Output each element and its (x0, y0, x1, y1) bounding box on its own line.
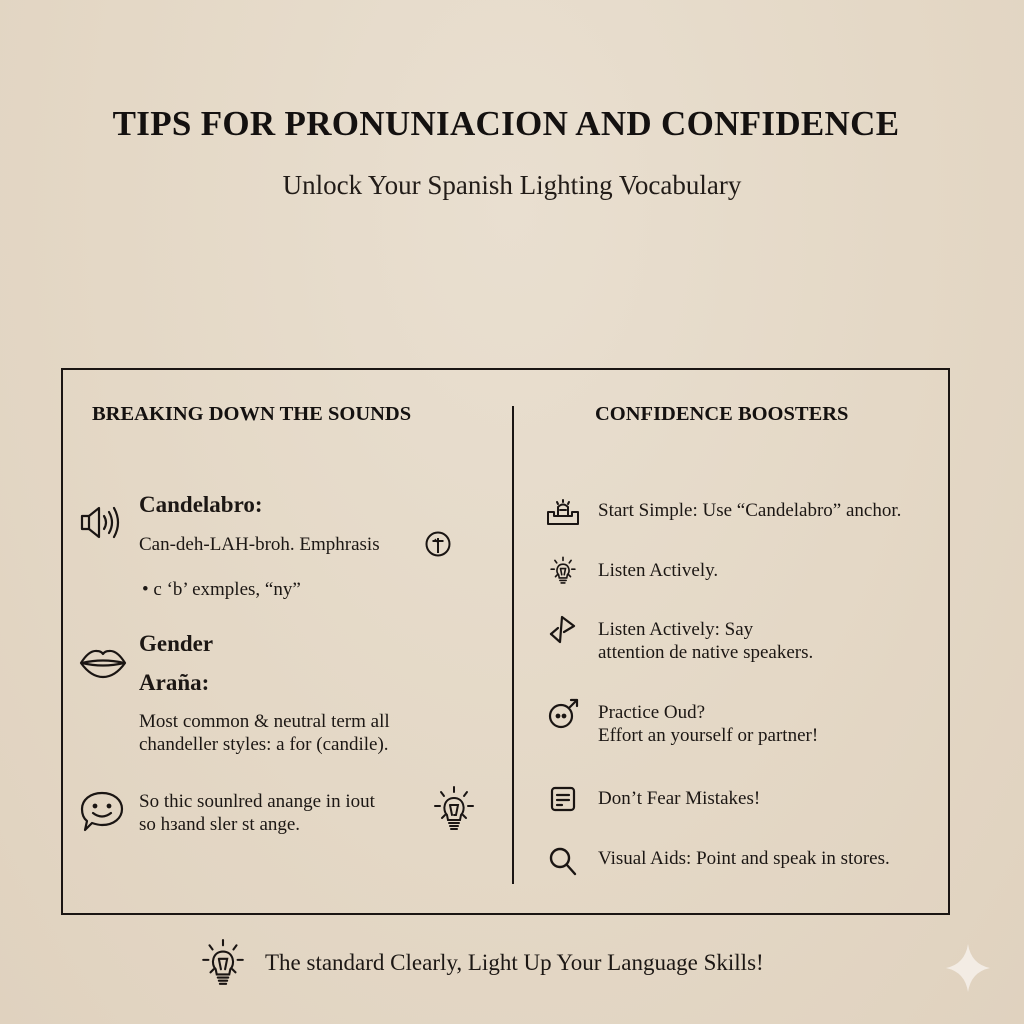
sparkle-icon (944, 942, 992, 998)
term-arana: Araña: (139, 670, 210, 695)
lips-icon (79, 646, 127, 680)
search-icon (548, 845, 578, 877)
page-title: TIPS FOR PRONUNIACION AND CONFIDENCE (112, 104, 900, 143)
music-note-icon (548, 614, 578, 646)
lightbulb-icon (548, 556, 578, 586)
lightbulb-icon (200, 938, 246, 988)
description-arana (139, 710, 390, 756)
label-gender: Gender (139, 631, 214, 656)
candle-holder-icon (546, 498, 580, 526)
document-icon (549, 785, 577, 813)
right-section-heading: CONFIDENCE BOOSTERS (595, 403, 849, 425)
footer-tagline: The standard Clearly, Light Up Your Language Skills! (265, 950, 764, 975)
bullet-dot: • (142, 579, 154, 600)
bullet-examples (142, 578, 301, 601)
bullet-text: c ‘b’ exmples, “ny” (153, 579, 301, 600)
face-arrow-icon (548, 698, 580, 730)
booster-start-simple: Start Simple: Use “Candelabro” anchor. (598, 500, 902, 521)
booster-visual-aids: Visual Aids: Point and speak in stores. (598, 848, 890, 869)
booster-listen-actively: Listen Actively. (598, 560, 719, 581)
pronunciation-candelabro: Can-deh-LAH-broh. Emphrasis (139, 534, 380, 555)
term-candelabro: Candelabro: (139, 492, 263, 517)
column-divider (512, 406, 514, 884)
sound-note-line-2: so hзand sler st ange. (139, 814, 301, 835)
sound-note-text (139, 790, 375, 836)
sound-note-line-1: So thic sounlred anange in iout (139, 791, 375, 812)
lightbulb-icon (432, 785, 476, 833)
stress-mark-icon (424, 530, 452, 558)
booster-practice-line-1: Practice Oud? (598, 702, 706, 723)
description-line-1: Most common & neutral term all (139, 711, 390, 732)
booster-practice (598, 701, 818, 747)
booster-listen-say (598, 618, 813, 664)
left-section-heading: BREAKING DOWN THE SOUNDS (92, 403, 412, 425)
booster-dont-fear: Don’t Fear Mistakes! (598, 788, 761, 809)
speech-bubble-smile-icon (79, 790, 125, 834)
booster-listen-say-line-1: Listen Actively: Say (598, 619, 754, 640)
speaker-icon (80, 503, 124, 543)
page-subtitle: Unlock Your Spanish Lighting Vocabulary (282, 170, 742, 200)
description-line-2: chandeller styles: a for (candile). (139, 734, 389, 755)
booster-practice-line-2: Effort an yourself or partner! (598, 725, 819, 746)
booster-listen-say-line-2: attention de native speakers. (598, 642, 814, 663)
